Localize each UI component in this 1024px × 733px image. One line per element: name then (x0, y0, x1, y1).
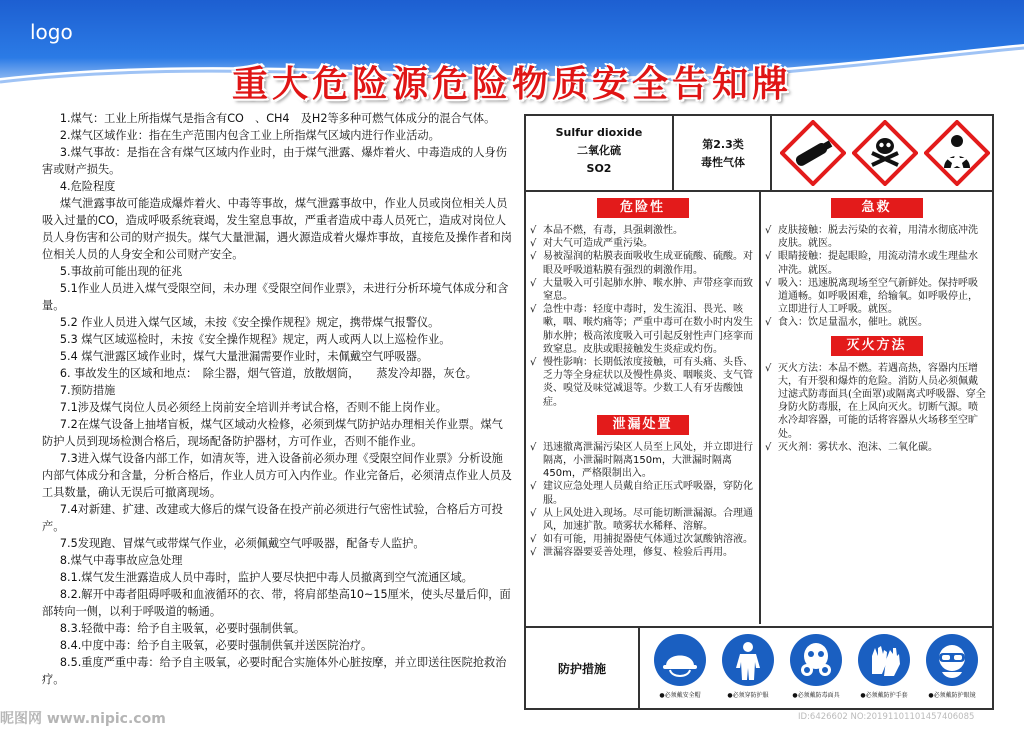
fire-section-title: 灭火方法 (831, 336, 923, 356)
skull-crossbones-icon (852, 120, 918, 186)
protection-label: 防护措施 (526, 628, 640, 710)
hazard-class-cell (676, 116, 772, 190)
left-paragraph: 7.1涉及煤气岗位人员必须经上岗前安全培训并考试合格，否则不能上岗作业。 (59, 401, 447, 414)
gloves-caption: ● 必须戴防护手套 (849, 692, 919, 700)
fire-list (761, 362, 992, 454)
left-paragraph: 7.5发现跑、冒煤气或带煤气作业，必须佩戴空气呼吸器，配备专人监护。 (59, 537, 425, 550)
left-paragraph: 1.煤气：工业上所指煤气是指含有CO 、CH4 及H2等多种可燃气体成分的混合气体。 (59, 112, 496, 125)
watermark-right: ID:6426602 NO:20191101101457406085 (798, 712, 975, 722)
left-text-block (42, 110, 512, 730)
hazard-section-title: 危险性 (597, 198, 689, 218)
substance-name-en: Sulfur dioxide (555, 126, 643, 139)
substance-name-cell (526, 116, 674, 190)
hazard-item: √ 急性中毒：轻度中毒时，发生流泪、畏光、咳嗽，咽、喉灼痛等；严重中毒可在数小时内发生肺水肿；极高浓度吸入可引起反射性声门痉挛而致窒息。皮肤或眼接触发生炎症或灼伤。 (530, 303, 753, 356)
hazard-item: √ 易被湿润的粘膜表面吸收生成亚硫酸、硫酸。对眼及呼吸道粘膜有强烈的刺激作用。 (530, 250, 753, 276)
leak-list (526, 441, 759, 560)
left-paragraph: 煤气泄露事故可能造成爆炸着火、中毒等事故，煤气泄露事故中，作业人员或岗位相关人员吸入过量的CO，造成呼吸系统衰竭，发生窒息事故，严重者造成中毒人员死亡，造成对岗位人员人身伤害和公司的财产损失。煤气大量泄漏，遇火源造成着火爆炸事故，直接危及操作者和岗位相关人员的人身安全和公司财产安全。 (42, 197, 512, 261)
health-hazard-icon (924, 120, 990, 186)
left-paragraph: 8.3.轻微中毒：给予自主吸氧，必要时强制供氧。 (59, 622, 306, 635)
protective-goggles-icon (926, 634, 978, 686)
left-paragraph: 7.3进入煤气设备内部工作，如清灰等，进入设备前必须办理《受限空间作业票》分析设施内部气体成分和含量，分析合格后，作业人员方可入内作业。作业完备后，必须清点作业人员及工具数量，确认无误后可撤离现场。 (42, 452, 512, 499)
left-paragraph: 5.3 煤气区域巡检时，未按《安全操作规程》规定，两人或两人以上巡检作业。 (59, 333, 451, 346)
left-paragraph: 8.2.解开中毒者阻碍呼吸和血液循环的衣、带，将肩部垫高10~15厘米，使头尽量后仰，面部转向一侧，以利于呼吸道的畅通。 (42, 588, 511, 618)
hazard-class-number: 第2.3类 (702, 138, 744, 151)
right-column (761, 192, 992, 624)
substance-formula: SO2 (586, 162, 612, 175)
logo-text: logo (30, 20, 73, 44)
first-aid-section-title: 急救 (831, 198, 923, 218)
goggles-caption: ● 必须戴防护眼镜 (917, 692, 987, 700)
left-paragraph: 3.煤气事故：是指在含有煤气区域内作业时，由于煤气泄露、爆炸着火、中毒造成的人身伤害或财产损失。 (42, 146, 507, 176)
safety-helmet-icon (654, 634, 706, 686)
watermark-left: 昵图网 www.nipic.com (0, 711, 166, 727)
left-paragraph: 8.煤气中毒事故应急处理 (59, 554, 183, 567)
left-paragraph: 8.5.重度严重中毒：给予自主吸氧，必要时配合实施体外心脏按摩，并立即送往医院抢救治疗。 (42, 656, 507, 686)
first-aid-item: √ 眼睛接触：提起眼睑，用流动清水或生理盐水冲洗。就医。 (765, 250, 986, 276)
leak-item: √ 迅速撤离泄漏污染区人员至上风处，并立即进行隔离，小泄漏时隔离150m，大泄漏时隔离450m，严格限制出入。 (530, 441, 753, 481)
left-paragraph: 7.2在煤气设备上抽堵盲板，煤气区域动火检修，必须到煤气防护站办理相关作业票。煤气防护人员到现场检测合格后，现场配备防护器材，方可作业，否则不能作业。 (42, 418, 503, 448)
left-paragraph: 4.危险程度 (59, 180, 116, 193)
protective-suit-icon (722, 634, 774, 686)
left-column (526, 192, 761, 624)
panel-header (526, 116, 992, 192)
hazard-class-name: 毒性气体 (701, 156, 745, 169)
left-paragraph: 8.1.煤气发生泄露造成人员中毒时，监护人要尽快把中毒人员撤离到空气流通区域。 (59, 571, 473, 584)
left-paragraph: 6. 事故发生的区域和地点： 除尘器，烟气管道，放散烟筒， 蒸发冷却器，灰仓。 (59, 367, 477, 380)
left-paragraph: 5.事故前可能出现的征兆 (59, 265, 183, 278)
gas-mask-icon (790, 634, 842, 686)
left-paragraph: 8.4.中度中毒：给予自主吸氧，必要时强制供氧并送医院治疗。 (59, 639, 373, 652)
left-paragraph: 5.4 煤气泄露区域作业时，煤气大量泄漏需要作业时，未佩戴空气呼吸器。 (59, 350, 429, 363)
left-paragraph: 5.1作业人员进入煤气受限空间，未办理《受限空间作业票》，未进行分析环境气体成分和含量。 (42, 282, 509, 312)
first-aid-item: √ 吸入：迅速脱离现场至空气新鲜处。保持呼吸道通畅。如呼吸困难，给输氧。如呼吸停止，立即进行人工呼吸。就医。 (765, 277, 986, 317)
left-paragraph: 2.煤气区域作业：指在生产范围内包含工业上所指煤气区域内进行作业活动。 (59, 129, 440, 142)
left-paragraph: 7.预防措施 (59, 384, 116, 397)
leak-section-title: 泄漏处置 (597, 415, 689, 435)
hazard-item: √ 对大气可造成严重污染。 (530, 237, 753, 250)
leak-item: √ 如有可能，用捕捉器使气体通过次氯酸钠溶液。 (530, 533, 753, 546)
safety-panel (524, 114, 994, 710)
mask-caption: ● 必须戴防毒面具 (781, 692, 851, 700)
fire-item: √ 灭火剂：雾状水、泡沫、二氧化碳。 (765, 441, 986, 454)
hazard-item: √ 本品不燃，有毒，具强刺激性。 (530, 224, 753, 237)
leak-item: √ 泄漏容器要妥善处理，修复、检验后再用。 (530, 546, 753, 559)
substance-name-cn: 二氧化硫 (577, 144, 621, 157)
first-aid-list (761, 224, 992, 330)
protection-row (526, 626, 992, 710)
fire-item: √ 灭火方法：本品不燃。若遇高热，容器内压增大，有开裂和爆炸的危险。消防人员必须佩戴过滤式防毒面具(全面罩)或隔离式呼吸器、穿全身防火防毒服，在上风向灭火。切断气源。喷水冷却容器，可能的话将容器从火场移至空旷处。 (765, 362, 986, 441)
hazard-item: √ 大量吸入可引起肺水肿、喉水肿、声带痉挛而致窒息。 (530, 277, 753, 303)
leak-item: √ 建议应急处理人员戴自给正压式呼吸器，穿防化服。 (530, 480, 753, 506)
first-aid-item: √ 皮肤接触：脱去污染的衣着，用清水彻底冲洗皮肤。就医。 (765, 224, 986, 250)
leak-item: √ 从上风处进入现场。尽可能切断泄漏源。合理通风，加速扩散。喷雾状水稀释、溶解。 (530, 507, 753, 533)
gas-cylinder-icon (780, 120, 846, 186)
hazard-item: √ 慢性影响：长期低浓度接触，可有头痛、头昏、乏力等全身症状以及慢性鼻炎、咽喉炎、支气管炎、嗅觉及味觉减退等。少数工人有牙齿酸蚀症。 (530, 356, 753, 409)
helmet-caption: ● 必须戴安全帽 (645, 692, 715, 700)
hazard-list (526, 224, 759, 409)
left-paragraph: 7.4对新建、扩建、改建或大修后的煤气设备在投产前必须进行气密性试验，合格后方可投产。 (42, 503, 503, 533)
page-title: 重大危险源危险物质安全告知牌 (231, 63, 792, 105)
suit-caption: ● 必须穿防护服 (713, 692, 783, 700)
protective-gloves-icon (858, 634, 910, 686)
first-aid-item: √ 食入：饮足量温水，催吐。就医。 (765, 316, 986, 329)
left-paragraph: 5.2 作业人员进入煤气区域，未按《安全操作规程》规定，携带煤气报警仪。 (59, 316, 440, 329)
